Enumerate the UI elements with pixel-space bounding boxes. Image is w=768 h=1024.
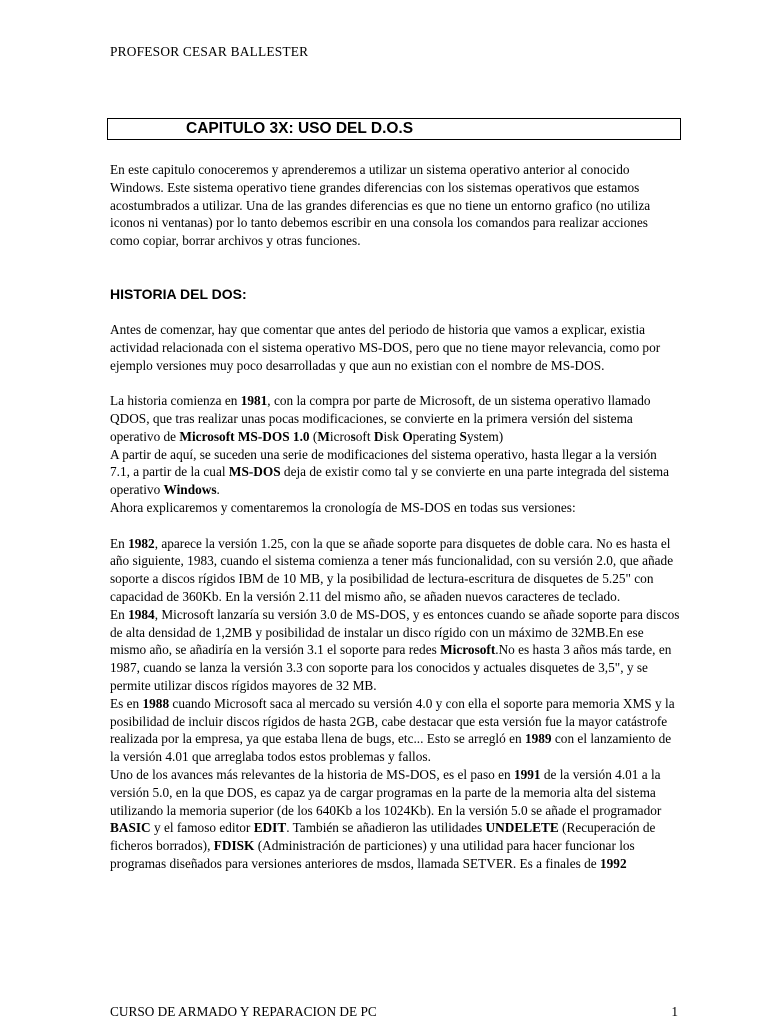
bold-run: s bbox=[350, 428, 356, 444]
bold-run: MS-DOS bbox=[228, 464, 281, 480]
text-run: En bbox=[110, 535, 129, 551]
history-section bbox=[110, 321, 680, 873]
text-run: , Microsoft lanzaría su versión 3.0 de MS-DOS, y es entonces cuando se añade soporte para discos de alta densidad de 1,2MB y posibilidad de instalar un disco rígido con un máximo de 32MB.En ese mismo año, se añadiría en la versión 3.1 el soporte para redes bbox=[110, 606, 680, 658]
chapter-title: CAPITULO 3X: USO DEL D.O.S bbox=[186, 120, 414, 137]
bold-run: 1984 bbox=[128, 606, 155, 622]
bold-run: 1981 bbox=[240, 393, 268, 409]
bold-run: D bbox=[373, 428, 384, 444]
intro-section bbox=[110, 161, 680, 250]
text-run: , con la compra por parte de Microsoft, de un sistema operativo llamado QDOS, que tras realizar unas pocas modificaciones, se convierte en la primera versión del sistema operativo de bbox=[110, 393, 651, 444]
history-paragraph-2 bbox=[110, 392, 680, 445]
bold-run: 1988 bbox=[142, 695, 170, 711]
bold-run: 1992 bbox=[600, 855, 627, 871]
bold-run: 1989 bbox=[524, 731, 552, 747]
text-run: (Administración de particiones) y una utilidad para hacer funcionar los programas diseñados para versiones anteriores de msdos, llamada SETVER. Es a finales de bbox=[110, 838, 635, 871]
text-run: deja de existir como tal y se convierte en una parte integrada del sistema operativo bbox=[110, 464, 670, 498]
bold-run: BASIC bbox=[110, 820, 151, 836]
text-run: A partir de aquí, se suceden una serie de modificaciones del sistema operativo, hasta llegar a la versión 7.1, a partir de la cual bbox=[110, 446, 657, 480]
text-run: de la versión 4.01 a la versión 5.0, en la que DOS, es capaz ya de cargar programas en la parte de la memoria alta del sistema utilizando la memoria superior (de los 640Kb a los 1024Kb). En la versión 5.0 se añade el programador bbox=[110, 766, 662, 818]
bold-run: Microsoft MS-DOS 1.0 bbox=[179, 428, 310, 444]
text-run: (Recuperación de ficheros borrados), bbox=[110, 820, 656, 854]
bold-run: 1982 bbox=[128, 535, 155, 551]
text-run: . También se añadieron las utilidades bbox=[286, 820, 486, 836]
bold-run: 1991 bbox=[513, 766, 541, 782]
text-run: . bbox=[216, 482, 220, 498]
history-paragraph-7 bbox=[110, 695, 680, 766]
bold-run: O bbox=[402, 428, 413, 444]
bold-run: S bbox=[459, 428, 467, 444]
history-paragraph-5 bbox=[110, 535, 680, 606]
bold-run: FDISK bbox=[213, 838, 255, 854]
text-run: , aparece la versión 1.25, con la que se añade soporte para disquetes de doble cara. No es hasta el año siguiente, 1983, cuando el sistema comienza a tener más funcionalidad, con su versión 2.0, que añade soporte a discos rígidos IBM de 10 MB, y la posibilidad de lectura-escritura de disquetes de 5.25" con capacidad de 360Kb. En la versión 2.11 del mismo año, se añaden nuevos caracteres de teclado. bbox=[110, 535, 674, 604]
text-run: oft bbox=[355, 428, 374, 444]
chapter-title-box bbox=[107, 118, 681, 140]
history-paragraph-8 bbox=[110, 766, 680, 873]
footer-course: CURSO DE ARMADO Y REPARACION DE PC bbox=[110, 1004, 377, 1019]
text-run: y el famoso editor bbox=[150, 820, 254, 836]
text-run: con el lanzamiento de la versión 4.01 que arreglaba todos estos problemas y fallos. bbox=[110, 731, 672, 765]
text-run: ystem) bbox=[466, 428, 504, 444]
bold-run: Windows bbox=[163, 482, 217, 498]
text-run: ( bbox=[309, 428, 318, 444]
page-number: 1 bbox=[671, 1004, 678, 1019]
history-paragraph-1: Antes de comenzar, hay que comentar que antes del periodo de historia que vamos a explicar, existia actividad relacionada con el sistema operativo MS-DOS, pero que no tiene mayor relevancia, como por ejemplo versiones muy poco desarrolladas y que aun no existian con el nombre de MS-DOS. bbox=[110, 322, 661, 373]
text-run: Es en bbox=[110, 695, 143, 711]
history-paragraph-3 bbox=[110, 446, 680, 499]
text-run: cuando Microsoft saca al mercado su versión 4.0 y con ella el soporte para memoria XMS y la posibilidad de incluir discos rígidos de hasta 2GB, cabe destacar que esta versión fue la mayor catástrofe realizada por la empresa, ya que estaba llena de bugs, etc... Esto se arregló en bbox=[110, 695, 675, 747]
bold-run: UNDELETE bbox=[485, 820, 559, 836]
text-run: icro bbox=[329, 428, 351, 444]
text-run: Uno de los avances más relevantes de la historia de MS-DOS, es el paso en bbox=[110, 766, 514, 782]
text-run: .No es hasta 3 años más tarde, en 1987, cuando se lanza la versión 3.3 con soporte para los conocidos y actuales disquetes de 3,5", y se permite utilizar discos rígidos mayores de 32 MB. bbox=[110, 642, 672, 693]
page-header: PROFESOR CESAR BALLESTER bbox=[110, 44, 309, 59]
history-paragraph-6 bbox=[110, 606, 680, 695]
bold-run: M bbox=[317, 428, 330, 444]
paragraph-gap bbox=[110, 517, 680, 535]
bold-run: Microsoft bbox=[440, 642, 496, 658]
section-heading: HISTORIA DEL DOS: bbox=[110, 286, 247, 302]
bold-run: EDIT bbox=[253, 820, 287, 836]
text-run: isk bbox=[383, 428, 403, 444]
text-run: perating bbox=[412, 428, 460, 444]
paragraph-gap bbox=[110, 374, 680, 392]
text-run: En bbox=[110, 606, 129, 622]
text-run: La historia comienza en bbox=[110, 393, 241, 409]
history-paragraph-4: Ahora explicaremos y comentaremos la cronología de MS-DOS en todas sus versiones: bbox=[110, 499, 576, 515]
intro-paragraph: En este capitulo conoceremos y aprenderemos a utilizar un sistema operativo anterior al conocido Windows. Este sistema operativo tiene grandes diferencias con los sistemas operativos que estamos acostumbrados a utilizar. Una de las grandes diferencias es que no tiene un entorno grafico (no utiliza iconos ni ventanas) por lo tanto debemos escribir en una consola los comandos para realizar acciones como copiar, borrar archivos y otras funciones. bbox=[110, 162, 651, 249]
